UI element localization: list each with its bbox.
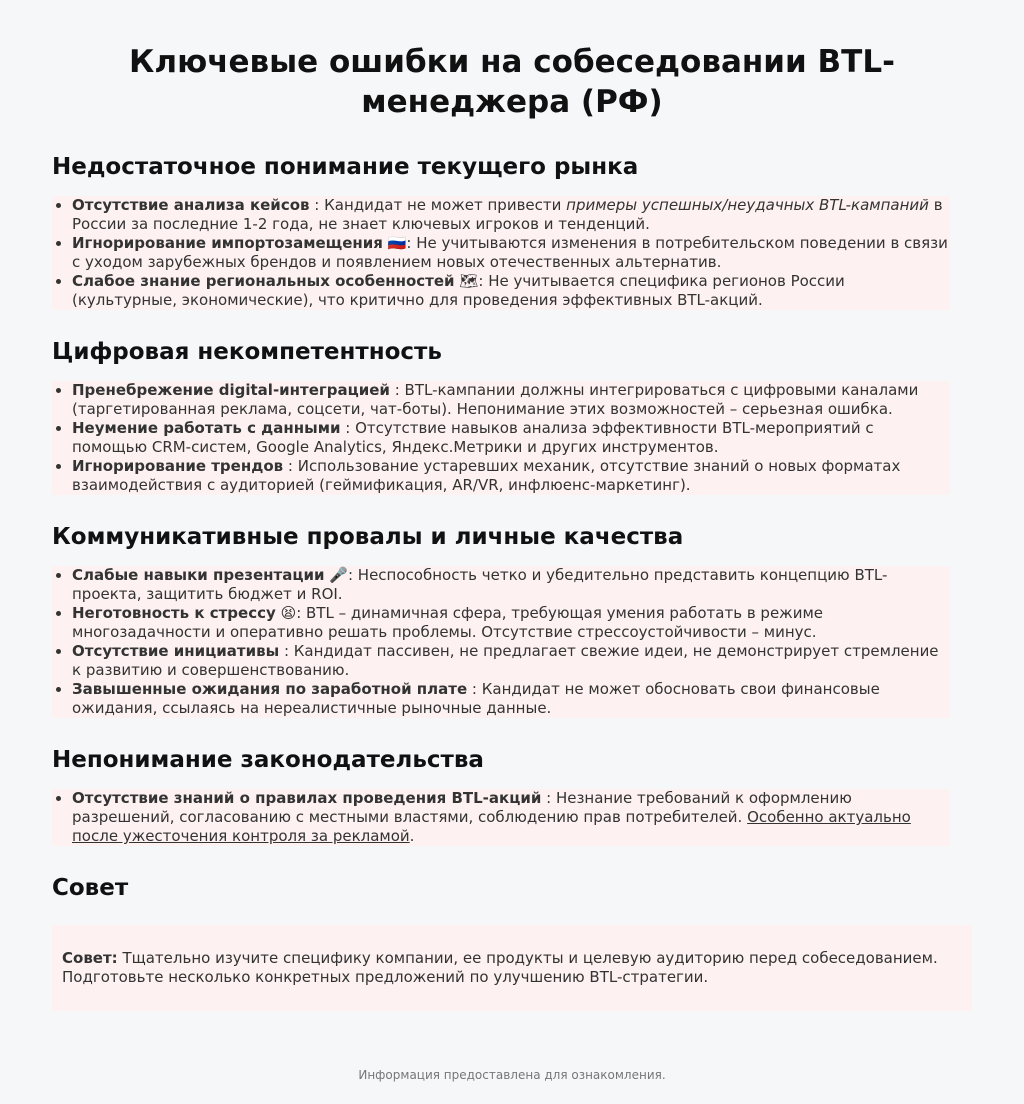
page-title: Ключевые ошибки на собеседовании BTL-менеджера (РФ): [129, 44, 895, 120]
footer-note: Информация предоставлена для ознакомления.: [358, 1068, 666, 1082]
item-text: Кандидат не может привести: [324, 196, 567, 214]
item-sep: :: [389, 381, 405, 399]
list-market: [52, 196, 950, 310]
list-item: [72, 457, 950, 495]
tip-box: [52, 925, 972, 1011]
item-text: Кандидат пассивен, не предлагает свежие идеи, не демонстрирует стремление к развитию и совершенствованию.: [72, 642, 939, 679]
tired-face-icon: 😫: [280, 604, 297, 622]
section-heading-law: Непонимание законодательства: [52, 747, 484, 773]
list-item: [72, 272, 950, 310]
tip-label: Совет:: [62, 949, 118, 967]
item-sep: :: [309, 196, 325, 214]
underlined-note: Особенно актуально после ужесточения контроля за рекламой: [72, 808, 911, 845]
list-item: [72, 604, 950, 642]
item-sep: :: [478, 272, 489, 290]
section-heading-communication: Коммуникативные провалы и личные качества: [52, 524, 684, 550]
list-item: [72, 680, 950, 718]
list-item: [72, 196, 950, 234]
item-sep: :: [283, 457, 298, 475]
item-text: Отсутствие навыков анализа эффективности BTL-мероприятий с помощью CRM-систем, Google Analytics, Яндекс.Метрики и других инструментов.: [72, 419, 874, 456]
item-title: Отсутствие инициативы: [72, 642, 280, 660]
item-sep: :: [296, 604, 307, 622]
map-icon: 🗺: [459, 272, 479, 290]
flag-icon: 🇷🇺: [387, 234, 407, 252]
tip-text: Тщательно изучите специфику компании, ее продукты и целевую аудиторию перед собеседованием. Подготовьте несколько конкретных предложений по улучшению BTL-стратегии.: [62, 949, 938, 986]
list-item: [72, 419, 950, 457]
item-title: Игнорирование трендов: [72, 457, 284, 475]
section-heading-market: Недостаточное понимание текущего рынка: [52, 154, 639, 180]
item-text-after: в России за последние 1-2 года, не знает ключевых игроков и тенденций.: [72, 196, 943, 233]
list-item: [72, 381, 950, 419]
item-text: Кандидат не может обосновать свои финансовые ожидания, ссылаясь на нереалистичные рыночные данные.: [72, 680, 880, 717]
list-item: [72, 234, 950, 272]
item-sep: :: [340, 419, 356, 437]
list-item: [72, 789, 950, 846]
item-title: Отсутствие анализа кейсов: [72, 196, 310, 214]
item-text: Незнание требований к оформлению разрешений, согласованию с местными властями, соблюдению прав потребителей.: [72, 789, 852, 826]
item-title: Неготовность к стрессу: [72, 604, 276, 622]
section-heading-digital: Цифровая некомпетентность: [52, 339, 442, 365]
list-item: [72, 566, 950, 604]
list-digital: [52, 381, 950, 495]
item-title: Слабые навыки презентации: [72, 566, 325, 584]
list-communication: [52, 566, 950, 718]
item-sep: :: [347, 566, 358, 584]
item-text-after: .: [409, 827, 415, 845]
microphone-icon: 🎤: [329, 566, 348, 584]
item-sep: :: [279, 642, 294, 660]
item-sep: :: [406, 234, 417, 252]
item-title: Пренебрежение digital-интеграцией: [72, 381, 390, 399]
item-title: Завышенные ожидания по заработной плате: [72, 680, 468, 698]
list-item: [72, 642, 950, 680]
list-law: [52, 789, 950, 846]
item-title: Игнорирование импортозамещения: [72, 234, 383, 252]
item-italic: примеры успешных/неудачных BTL-кампаний: [566, 196, 929, 214]
item-sep: :: [467, 680, 482, 698]
item-text: Использование устаревших механик, отсутствие знаний о новых форматах взаимодействия с аудиторией (геймификация, AR/VR, инфлюенс-маркетинг).: [72, 457, 901, 494]
item-text: Не учитываются изменения в потребительском поведении в связи с уходом зарубежных брендов и появлением новых отечественных альтернатив.: [72, 234, 948, 271]
item-text: BTL-кампании должны интегрироваться с цифровыми каналами (таргетированная реклама, соцсети, чат-боты). Непонимание этих возможностей – серьезная ошибка.: [72, 381, 919, 418]
section-heading-tip: Совет: [52, 875, 129, 901]
item-text: Не учитывается специфика регионов России (культурные, экономические), что критично для проведения эффективных BTL-акций.: [72, 272, 845, 309]
item-text: BTL – динамичная сфера, требующая умения работать в режиме многозадачности и оперативно решать проблемы. Отсутствие стрессоустойчивости – минус.: [72, 604, 823, 641]
item-title: Отсутствие знаний о правилах проведения BTL-акций: [72, 789, 542, 807]
item-text: Неспособность четко и убедительно представить концепцию BTL-проекта, защитить бюджет и ROI.: [72, 566, 888, 603]
item-title: Неумение работать с данными: [72, 419, 341, 437]
item-sep: :: [541, 789, 556, 807]
item-title: Слабое знание региональных особенностей: [72, 272, 455, 290]
